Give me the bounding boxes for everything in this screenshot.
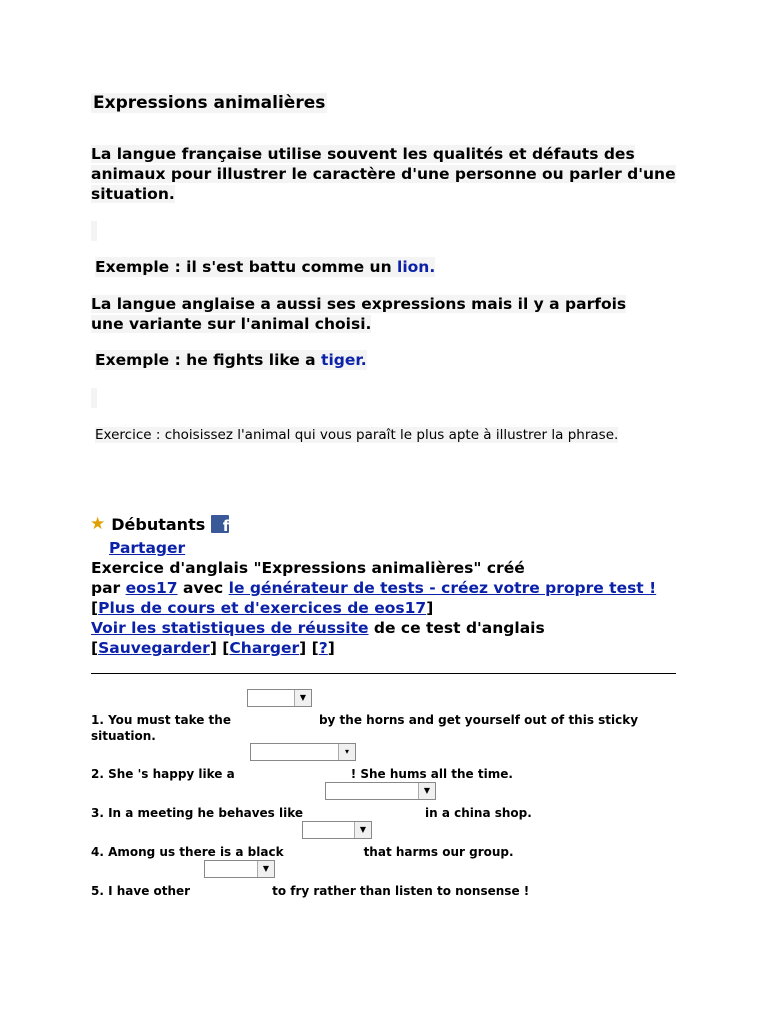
credits-avec: avec bbox=[177, 579, 229, 597]
example-1 bbox=[95, 257, 435, 277]
question-1-before: 1. You must take the bbox=[91, 713, 231, 727]
question-4-before: 4. Among us there is a black bbox=[91, 845, 284, 859]
paragraph-2 bbox=[91, 294, 651, 334]
credits-par: par bbox=[91, 579, 126, 597]
spacer-block bbox=[91, 388, 97, 408]
level-label: Débutants bbox=[111, 514, 206, 534]
example-2 bbox=[95, 350, 367, 370]
answer-select-3[interactable] bbox=[325, 782, 436, 800]
facebook-icon[interactable]: f bbox=[211, 515, 229, 533]
answer-select-4[interactable] bbox=[302, 821, 372, 839]
answer-select-1[interactable] bbox=[247, 689, 312, 707]
question-5-after: to fry rather than listen to nonsense ! bbox=[272, 884, 530, 898]
example-1-word: lion. bbox=[397, 258, 436, 276]
save-link[interactable]: Sauvegarder bbox=[98, 639, 210, 657]
credits-line-1: Exercice d'anglais "Expressions animalières" créé bbox=[91, 559, 525, 577]
question-2-before: 2. She 's happy like a bbox=[91, 767, 235, 781]
help-link[interactable]: ? bbox=[318, 639, 328, 657]
author-link[interactable]: eos17 bbox=[125, 579, 178, 597]
example-2-text: Exemple : he fights like a bbox=[95, 351, 322, 369]
question-1 bbox=[91, 712, 681, 744]
level-heading bbox=[90, 514, 229, 534]
question-4-after: that harms our group. bbox=[363, 845, 514, 859]
bracket-close: ] bbox=[426, 599, 434, 617]
example-2-word: tiger. bbox=[321, 351, 367, 369]
exercise-instruction bbox=[95, 426, 685, 444]
question-3 bbox=[91, 805, 681, 821]
question-2 bbox=[91, 766, 681, 782]
question-1-after: by the horns and get yourself out of this sticky situation. bbox=[91, 713, 639, 743]
chevron-down-icon[interactable]: ▼ bbox=[257, 861, 274, 877]
chevron-down-icon[interactable]: ▼ bbox=[418, 783, 435, 799]
actions-line: [Sauvegarder] [Charger] [?] bbox=[91, 639, 335, 657]
chevron-down-icon[interactable]: ▼ bbox=[354, 822, 371, 838]
question-4 bbox=[91, 844, 681, 860]
credits-line-2 bbox=[91, 578, 691, 618]
chevron-down-icon[interactable]: ▾ bbox=[338, 744, 355, 760]
stats-line bbox=[91, 618, 691, 638]
question-5 bbox=[91, 883, 681, 899]
answer-select-5[interactable] bbox=[204, 860, 275, 878]
credits-block bbox=[91, 538, 691, 658]
share-link[interactable]: Partager bbox=[109, 539, 186, 557]
spacer-block bbox=[91, 221, 97, 241]
intro-paragraph bbox=[91, 144, 691, 204]
page-title: Expressions animalières bbox=[93, 93, 326, 113]
chevron-down-icon[interactable]: ▼ bbox=[294, 690, 311, 706]
stats-link[interactable]: Voir les statistiques de réussite bbox=[91, 619, 369, 637]
answer-select-2[interactable] bbox=[250, 743, 356, 761]
question-2-after: ! She hums all the time. bbox=[350, 767, 513, 781]
question-3-before: 3. In a meeting he behaves like bbox=[91, 806, 304, 820]
intro-text: La langue française utilise souvent les qualités et défauts des animaux pour illustrer le caractère d'une personne ou parler d'une situation. bbox=[91, 145, 676, 203]
bracket-open: [ bbox=[91, 599, 99, 617]
question-5-before: 5. I have other bbox=[91, 884, 191, 898]
example-1-text: Exemple : il s'est battu comme un bbox=[95, 258, 398, 276]
more-courses-link[interactable]: Plus de cours et d'exercices de eos17 bbox=[98, 599, 427, 617]
divider bbox=[91, 673, 676, 674]
question-3-after: in a china shop. bbox=[425, 806, 532, 820]
exercise-instruction-text: Exercice : choisissez l'animal qui vous paraît le plus apte à illustrer la phrase. bbox=[95, 427, 619, 443]
paragraph-2-text: La langue anglaise a aussi ses expressions mais il y a parfois une variante sur l'animal choisi. bbox=[91, 295, 627, 333]
generator-link[interactable]: le générateur de tests - créez votre propre test ! bbox=[228, 579, 657, 597]
stats-suffix: de ce test d'anglais bbox=[368, 619, 545, 637]
star-icon: ★ bbox=[90, 514, 106, 534]
load-link[interactable]: Charger bbox=[229, 639, 300, 657]
